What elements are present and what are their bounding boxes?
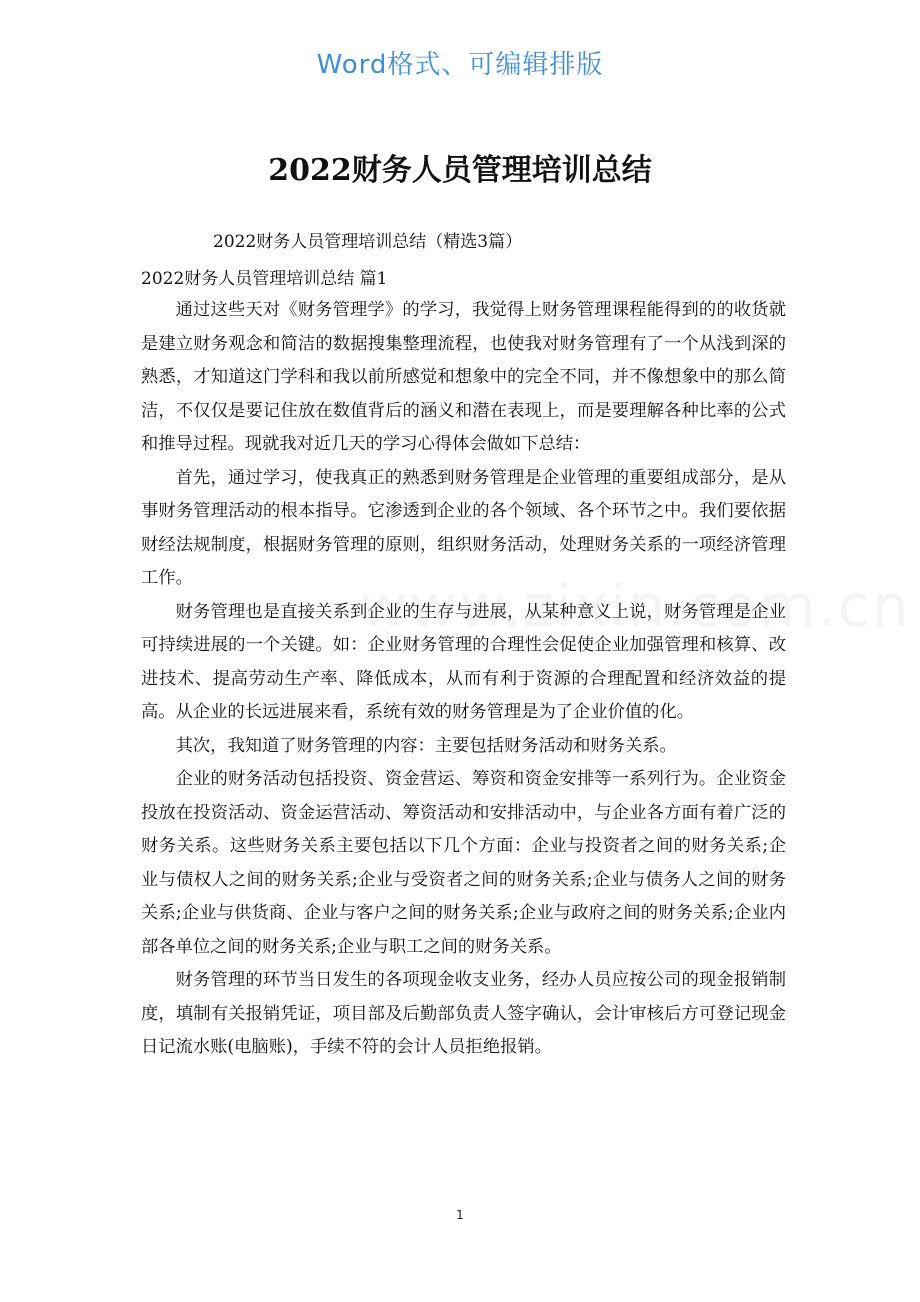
document-title: 2022财务人员管理培训总结 bbox=[268, 153, 652, 188]
document-subtitle: 2022财务人员管理培训总结（精选3篇） bbox=[213, 232, 523, 252]
format-banner: Word格式、可编辑排版 bbox=[316, 50, 604, 80]
paragraph: 通过这些天对《财务管理学》的学习，我觉得上财务管理课程能得到的的收货就是建立财务观念和简洁的数据搜集整理流程，也使我对财务管理有了一个从浅到深的熟悉，才知道这门学科和我以前所感觉和想象中的完全不同，并不像想象中的那么简洁，不仅仅是要记住放在数值背后的涵义和潜在表现上，而是要理解各种比率的公式和推导过程。现就我对近几天的学习心得体会做如下总结： bbox=[141, 300, 786, 454]
paragraph: 财务管理的环节当日发生的各项现金收支业务，经办人员应按公司的现金报销制度，填制有关报销凭证，项目部及后勤部负责人签字确认，会计审核后方可登记现金日记流水账(电脑账)，手续不符的会计人员拒绝报销。 bbox=[141, 970, 786, 1057]
paragraph: 其次，我知道了财务管理的内容：主要包括财务活动和财务关系。 bbox=[175, 735, 677, 756]
paragraph: 首先，通过学习，使我真正的熟悉到财务管理是企业管理的重要组成部分，是从事财务管理活动的根本指导。它渗透到企业的各个领域、各个环节之中。我们要依据财经法规制度，根据财务管理的原则，组织财务活动，处理财务关系的一项经济管理工作。 bbox=[141, 467, 786, 588]
document-body bbox=[141, 294, 786, 1065]
section-heading: 2022财务人员管理培训总结 篇1 bbox=[141, 269, 388, 289]
page-number: 1 bbox=[456, 1208, 464, 1222]
paragraph: 企业的财务活动包括投资、资金营运、筹资和资金安排等一系列行为。企业资金投放在投资活动、资金运营活动、筹资活动和安排活动中，与企业各方面有着广泛的财务关系。这些财务关系主要包括以下几个方面：企业与投资者之间的财务关系;企业与债权人之间的财务关系;企业与受资者之间的财务关系;企业与债务人之间的财务关系;企业与供货商、企业与客户之间的财务关系;企业与政府之间的财务关系;企业内部各单位之间的财务关系;企业与职工之间的财务关系。 bbox=[141, 769, 786, 957]
paragraph: 财务管理也是直接关系到企业的生存与进展，从某种意义上说，财务管理是企业可持续进展的一个关键。如：企业财务管理的合理性会促使企业加强管理和核算、改进技术、提高劳动生产率、降低成本，从而有利于资源的合理配置和经济效益的提高。从企业的长远进展来看，系统有效的财务管理是为了企业价值的化。 bbox=[141, 601, 786, 722]
